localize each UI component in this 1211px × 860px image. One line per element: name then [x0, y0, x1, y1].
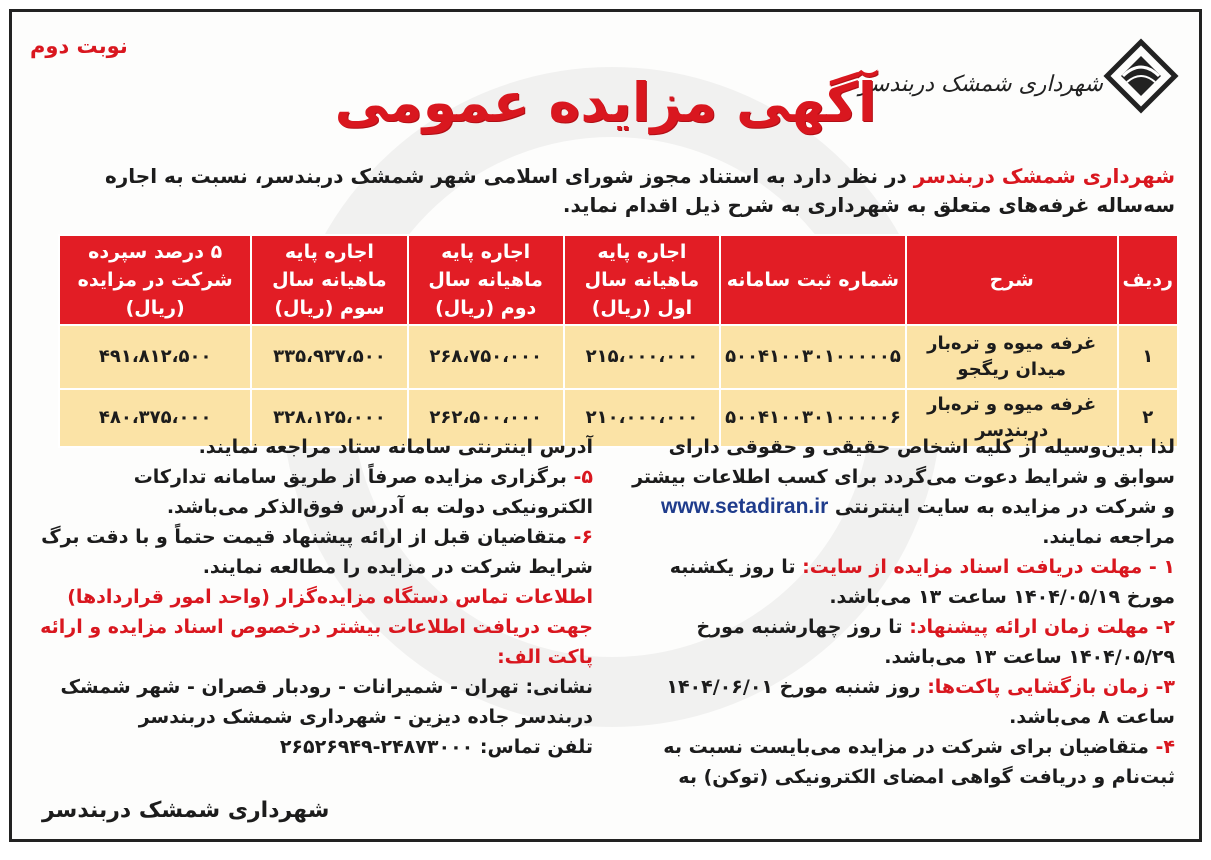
term-item-1 — [615, 552, 1175, 612]
phone-label: تلفن تماس: — [479, 736, 593, 758]
round-badge: نوبت دوم — [30, 34, 128, 58]
cell-desc: غرفه میوه و تره‌بار میدان ریگجو — [906, 325, 1118, 389]
header-reg-no: شماره ثبت سامانه — [720, 235, 906, 325]
cell-rent-y1: ۲۱۰،۰۰۰،۰۰۰ — [564, 389, 720, 447]
intro-text: در نظر دارد به استناد مجوز شورای اسلامی شهر شمشک دربندسر، نسبت به اجاره سه‌ساله غرفه‌های متعلق به شهرداری به شرح ذیل اقدام نماید. — [104, 164, 1175, 217]
table-row — [59, 325, 1178, 389]
invitation-part-a: لذا بدین‌وسیله از کلیه اشخاص حقیقی و حقوقی دارای سوابق و شرایط دعوت می‌گردد برای کسب اطلاعات بیشتر و شرکت در مزایده به سایت اینترنتی — [632, 436, 1175, 518]
terms-column-right — [615, 432, 1175, 792]
term-4-label: ۴- — [1155, 736, 1175, 758]
phone — [27, 732, 593, 762]
term-6-label: ۶- — [573, 526, 593, 548]
term-1-text: تا روز یکشنبه مورخ ۱۴۰۴/۰۵/۱۹ ساعت ۱۳ می‌باشد. — [669, 556, 1175, 608]
cell-desc: غرفه میوه و تره‌بار دربندسر — [906, 389, 1118, 447]
invitation-part-b: مراجعه نمایند. — [1042, 526, 1175, 548]
term-3-text: روز شنبه مورخ ۱۴۰۴/۰۶/۰۱ ساعت ۸ می‌باشد. — [666, 676, 1175, 728]
cell-rent-y2: ۲۶۸،۷۵۰،۰۰۰ — [408, 325, 564, 389]
header-rent-y2: اجاره پایه ماهیانه سال دوم (ریال) — [408, 235, 564, 325]
address — [27, 672, 593, 732]
address-label: نشانی: — [525, 676, 593, 698]
header-row-no: ردیف — [1118, 235, 1178, 325]
term-item-5 — [27, 462, 593, 522]
term-3-label: ۳- زمان بازگشایی پاکت‌ها: — [927, 676, 1175, 698]
term-4-text: متقاضیان برای شرکت در مزایده می‌بایست نسبت به ثبت‌نام و دریافت گواهی امضای الکترونیکی (توکن) به — [663, 736, 1175, 788]
cell-row-no: ۱ — [1118, 325, 1178, 389]
term-5-label: ۵- — [573, 466, 593, 488]
cell-rent-y3: ۳۲۸،۱۲۵،۰۰۰ — [251, 389, 407, 447]
logo-text: شهرداری شمشک دربندسر — [858, 72, 1103, 97]
term-6-text: متقاضیان قبل از ارائه پیشنهاد قیمت حتماً و با دقت برگ شرایط شرکت در مزایده را مطالعه نمایند. — [41, 526, 593, 578]
website-link[interactable]: www.setadiran.ir — [661, 495, 829, 518]
auction-notice — [9, 9, 1202, 842]
term-item-2 — [615, 612, 1175, 672]
intro-paragraph — [32, 162, 1175, 220]
phone-text: ۲۴۸۷۳۰۰۰-۲۶۵۲۶۹۴۹ — [279, 736, 480, 758]
header-rent-y1: اجاره پایه ماهیانه سال اول (ریال) — [564, 235, 720, 325]
cell-row-no: ۲ — [1118, 389, 1178, 447]
signature: شهرداری شمشک دربندسر — [42, 798, 330, 823]
header-deposit: ۵ درصد سپرده شرکت در مزایده (ریال) — [59, 235, 251, 325]
contact-info-heading: اطلاعات تماس دستگاه مزایده‌گزار (واحد امور قراردادها) جهت دریافت اطلاعات بیشتر درخصوص اسناد مزایده و ارائه پاکت الف: — [40, 586, 593, 668]
term-item-6 — [27, 522, 593, 582]
header-desc: شرح — [906, 235, 1118, 325]
cell-reg-no: ۵۰۰۴۱۰۰۳۰۱۰۰۰۰۰۶ — [720, 389, 906, 447]
cell-reg-no: ۵۰۰۴۱۰۰۳۰۱۰۰۰۰۰۵ — [720, 325, 906, 389]
term-item-3 — [615, 672, 1175, 732]
term-4-continued: آدرس اینترنتی سامانه ستاد مراجعه نمایند. — [198, 436, 593, 458]
page-title: آگهی مزایده عمومی — [334, 71, 877, 134]
term-5-text: برگزاری مزایده صرفاً از طریق سامانه تدارکات الکترونیکی دولت به آدرس فوق‌الذکر می‌باشد. — [133, 466, 593, 518]
header-rent-y3: اجاره پایه ماهیانه سال سوم (ریال) — [251, 235, 407, 325]
term-1-label: ۱ - مهلت دریافت اسناد مزایده از سایت: — [802, 556, 1175, 578]
terms-column-left — [27, 432, 593, 762]
address-text: تهران - شمیرانات - رودبار قصران - شهر شمشک دربندسر جاده دیزین - شهرداری شمشک دربندسر — [60, 676, 593, 728]
intro-org: شهرداری شمشک دربندسر — [913, 164, 1175, 188]
table-header-row — [59, 235, 1178, 325]
invitation-text — [615, 432, 1175, 552]
term-2-text: تا روز چهارشنبه مورخ ۱۴۰۴/۰۵/۲۹ ساعت ۱۳ می‌باشد. — [696, 616, 1175, 668]
cell-deposit: ۴۹۱،۸۱۲،۵۰۰ — [59, 325, 251, 389]
cell-rent-y3: ۳۳۵،۹۳۷،۵۰۰ — [251, 325, 407, 389]
term-item-4 — [615, 732, 1175, 792]
cell-deposit: ۴۸۰،۳۷۵،۰۰۰ — [59, 389, 251, 447]
cell-rent-y1: ۲۱۵،۰۰۰،۰۰۰ — [564, 325, 720, 389]
auction-table — [58, 234, 1179, 448]
term-2-label: ۲- مهلت زمان ارائه پیشنهاد: — [909, 616, 1175, 638]
cell-rent-y2: ۲۶۲،۵۰۰،۰۰۰ — [408, 389, 564, 447]
